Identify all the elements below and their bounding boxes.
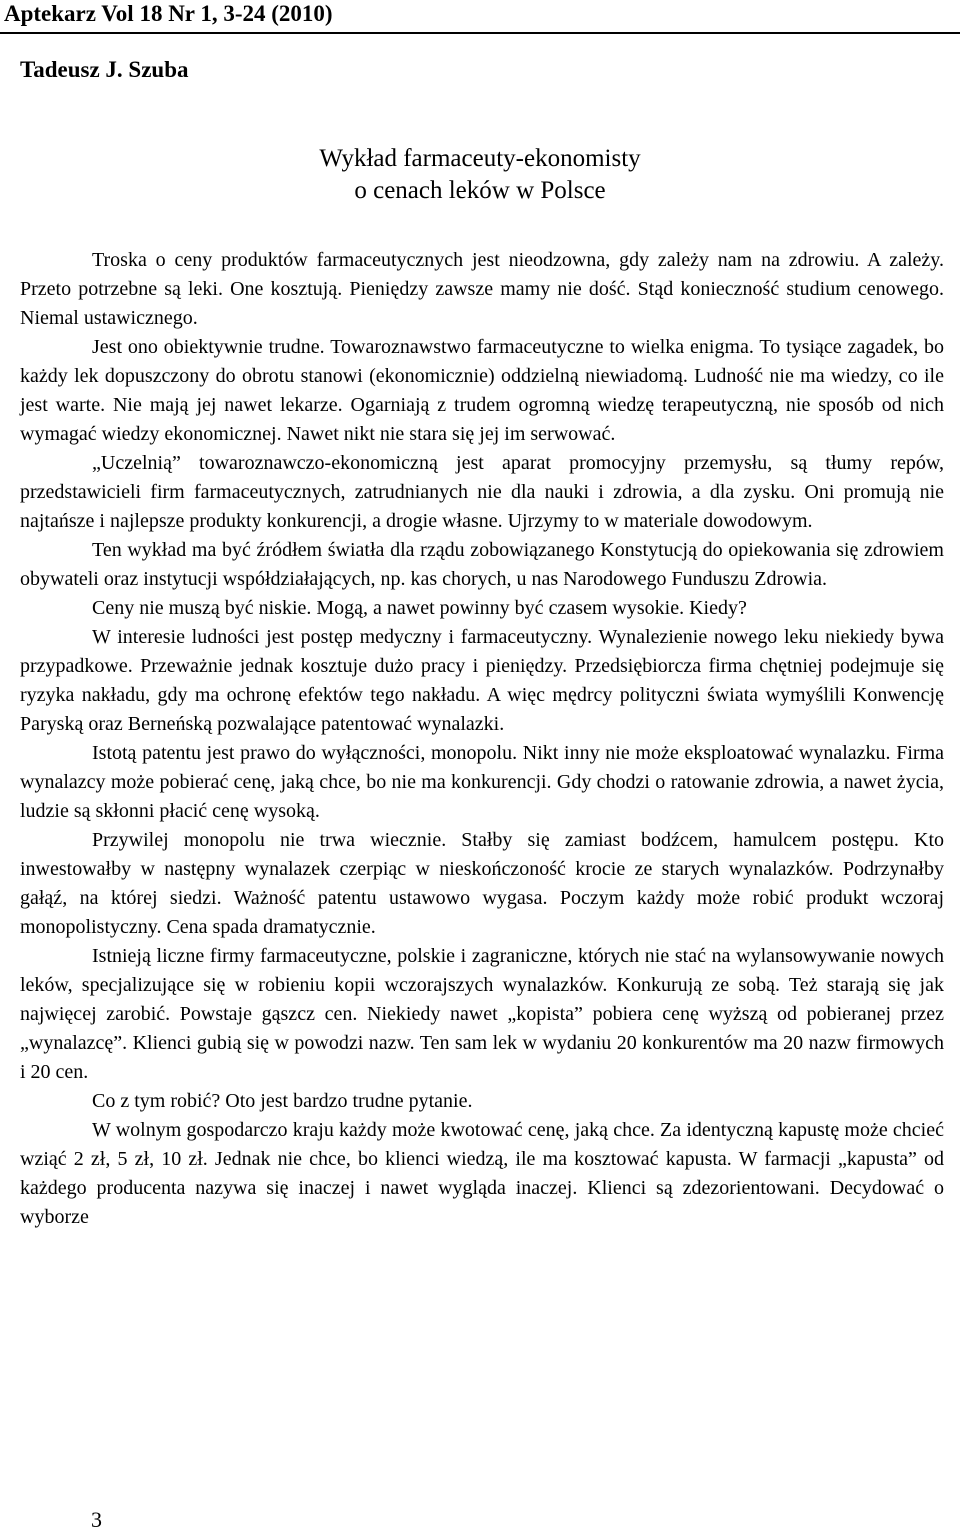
paragraph: Jest ono obiektywnie trudne. Towaroznawstwo farmaceutyczne to wielka enigma. To tysiące zagadek, bo każdy lek dopuszczony do obrotu stanowi (ekonomicznie) oddzielną niewiadomą. Ludność nie ma wiedzy, co ile jest warte. Nie mają jej nawet lekarze. Ogarniają z trudem ogromną wiedzę terapeutyczną, nie sposób od nich wymagać wiedzy ekonomicznej. Nawet nikt nie stara się jej im serwować. bbox=[20, 336, 944, 445]
paragraph: W wolnym gospodarczo kraju każdy może kwotować cenę, jaką chce. Za identyczną kapustę może chcieć wziąć 2 zł, 5 zł, 10 zł. Jednak nie chce, bo klienci wiedzą, ile ma kosztować kapusta. W farmacji „kapusta” od każdego producenta nazywa się inaczej i nawet wygląda inaczej. Klienci są zdezorientowani. Decydować o wyborze bbox=[20, 1119, 944, 1228]
paragraph: W interesie ludności jest postęp medyczny i farmaceutyczny. Wynalezienie nowego leku niekiedy bywa przypadkowe. Przeważnie jednak kosztuje dużo pracy i pieniędzy. Przedsiębiorcza firma chętniej podejmuje się ryzyka nakładu, gdy ma ochronę efektów tego nakładu. A więc mędrcy polityczni świata wymyślili Konwencję Paryską oraz Berneńską pozwalające patentować wynalazki. bbox=[20, 626, 944, 735]
article-title bbox=[0, 143, 960, 207]
paragraph: Istnieją liczne firmy farmaceutyczne, polskie i zagraniczne, których nie stać na wylansowywanie nowych leków, specjalizujące się w robieniu kopii wczorajszych wynalazków. Konkurują ze sobą. Też starają się jak najwięcej zarobić. Powstaje gąszcz cen. Niekiedy nawet „kopista” pobiera cenę wyższą od pobieranej przez „wynalazcę”. Klienci gubią się w powodzi nazw. Ten sam lek w wydaniu 20 konkurentów ma 20 nazw firmowych i 20 cen. bbox=[20, 945, 944, 1083]
paragraph: Ceny nie muszą być niskie. Mogą, a nawet powinny być czasem wysokie. Kiedy? bbox=[92, 597, 747, 619]
paragraph: „Uczelnią” towaroznawczo-ekonomiczną jest aparat promocyjny przemysłu, są tłumy repów, przedstawicieli firm farmaceutycznych, zatrudnianych nie dla nauki i zdrowia, a dla zysku. Oni promują nie najtańsze i najlepsze produkty konkurencji, a drogie własne. Ujrzymy to w materiale dowodowym. bbox=[20, 452, 944, 532]
article-title-line-2: o cenach leków w Polsce bbox=[354, 177, 606, 204]
paragraph: Co z tym robić? Oto jest bardzo trudne pytanie. bbox=[92, 1090, 473, 1112]
article-body bbox=[20, 246, 944, 1232]
paragraph: Przywilej monopolu nie trwa wiecznie. Stałby się zamiast bodźcem, hamulcem postępu. Kto inwestowałby w następny wynalazek czerpiąc w nieskończoność krocie ze starych wynalazków. Podrzynałby gałąź, na której siedzi. Ważność patentu ustawowo wygasa. Poczym każdy może robić produkt wczoraj monopolistyczny. Cena spada dramatycznie. bbox=[20, 829, 944, 938]
paragraph: Ten wykład ma być źródłem światła dla rządu zobowiązanego Konstytucją do opiekowania się zdrowiem obywateli oraz instytucji współdziałających, np. kas chorych, u nas Narodowego Funduszu Zdrowia. bbox=[20, 539, 944, 590]
author-name: Tadeusz J. Szuba bbox=[20, 57, 189, 82]
page-number: 3 bbox=[91, 1507, 102, 1532]
paragraph: Istotą patentu jest prawo do wyłączności, monopolu. Nikt inny nie może eksploatować wynalazku. Firma wynalazcy może pobierać cenę, jaką chce, bo nie ma konkurencji. Gdy chodzi o ratowanie zdrowia, a nawet życia, ludzie są skłonni płacić cenę wysoką. bbox=[20, 742, 944, 822]
journal-citation: Aptekarz Vol 18 Nr 1, 3-24 (2010) bbox=[4, 1, 333, 26]
paragraph: Troska o ceny produktów farmaceutycznych jest nieodzowna, gdy zależy nam na zdrowiu. A zależy. Przeto potrzebne są leki. One kosztują. Pieniędzy zawsze mamy nie dość. Stąd konieczność studium cenowego. Niemal ustawicznego. bbox=[20, 249, 944, 329]
article-title-line-1: Wykład farmaceuty-ekonomisty bbox=[319, 145, 641, 172]
journal-header bbox=[0, 0, 960, 34]
